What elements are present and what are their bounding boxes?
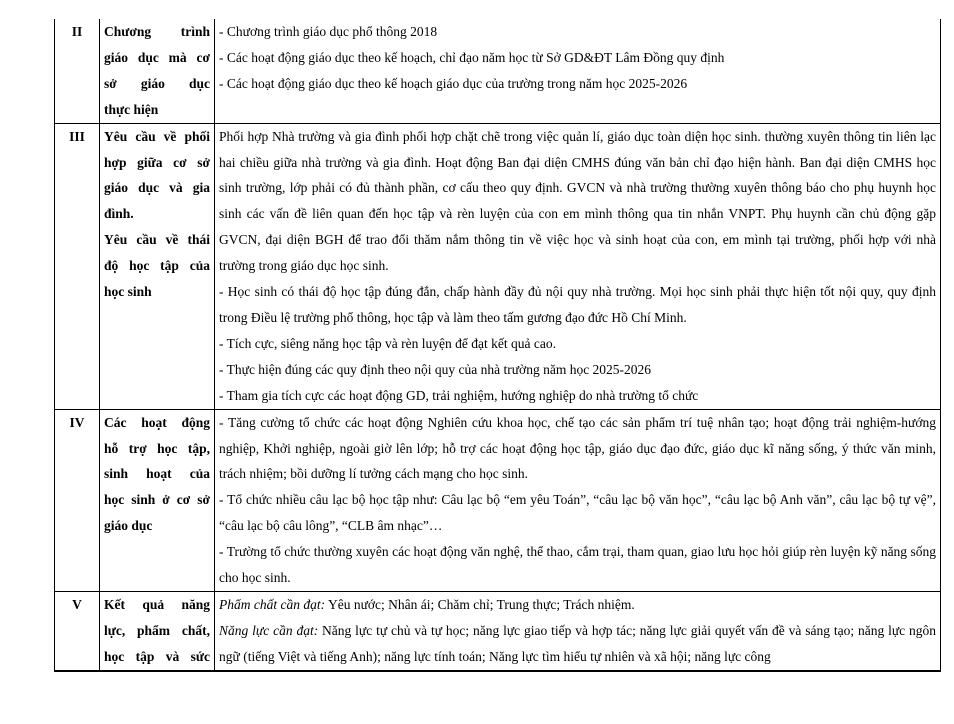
- content-paragraph: - Trường tổ chức thường xuyên các hoạt động văn nghệ, thể thao, cắm trại, tham quan, giao lưu học hỏi giúp rèn luyện kỹ năng sống cho học sinh.: [219, 544, 936, 586]
- row-title-line: đình.: [104, 206, 134, 222]
- content-paragraph: - Thực hiện đúng các quy định theo nội quy của nhà trường năm học 2025-2026: [219, 361, 652, 377]
- row-title-line: thực hiện: [104, 101, 159, 117]
- content-paragraph: - Tăng cường tổ chức các hoạt động Nghiên cứu khoa học, chế tạo các sản phẩm trí tuệ nhân tạo; hoạt động trải nghiệm-hướng nghiệp, Khởi nghiệp, ngoài giờ lên lớp; hỗ trợ các hoạt động học tập, giáo dục đạo đức, giáo dục kĩ năng sống, ý thức văn minh, trách nhiệm; bồi dưỡng lí tưởng cách mạng cho học sinh.: [219, 414, 936, 482]
- content-paragraph: - Học sinh có thái độ học tập đúng đắn, chấp hành đầy đủ nội quy nhà trường. Mọi học sinh phải thực hiện tốt nội quy, quy định trong Điều lệ trường phổ thông, học tập và làm theo tấm gương đạo đức Hồ Chí Minh.: [219, 284, 936, 325]
- row-title-line: giáo dục và gia: [104, 180, 210, 196]
- row-title-line: học sinh ở cơ sở: [104, 492, 210, 508]
- competence-text: Năng lực tự chủ và tự học; năng lực giao tiếp và hợp tác; năng lực giải quyết vấn đề và sáng tạo; năng lực ngôn ngữ (tiếng Việt và tiếng Anh); năng lực tính toán; Năng lực tìm hiểu tự nhiên và xã hội; năng lực công: [219, 622, 936, 664]
- row-number: II: [55, 19, 100, 123]
- content-paragraph: - Chương trình giáo dục phổ thông 2018: [219, 24, 438, 39]
- row-title-line: Yêu cầu về phối: [104, 128, 210, 144]
- competence-label: Năng lực cần đạt:: [219, 622, 319, 638]
- row-title: [100, 409, 215, 591]
- row-title-line: độ học tập của: [104, 258, 210, 274]
- row-title-line: Kết quả năng: [104, 596, 210, 612]
- row-number: IV: [55, 409, 100, 591]
- table-row: [55, 123, 941, 409]
- table-row: [55, 409, 941, 591]
- school-info-table: [54, 19, 941, 672]
- row-title: [100, 591, 215, 671]
- row-title-line: Yêu cầu về thái: [104, 232, 210, 248]
- row-title-line: sinh hoạt của: [104, 466, 210, 482]
- table-row: [55, 591, 941, 671]
- quality-label: Phẩm chất cần đạt:: [219, 596, 326, 612]
- row-number: III: [55, 123, 100, 409]
- content-paragraph: - Các hoạt động giáo dục theo kế hoạch giáo dục của trường trong năm học 2025-2026: [219, 75, 688, 91]
- row-title: [100, 19, 215, 123]
- row-title-line: học tập và sức: [104, 648, 210, 664]
- row-title-line: hỗ trợ học tập,: [104, 440, 210, 456]
- row-title-line: hợp giữa cơ sở: [104, 154, 210, 170]
- row-content: [215, 19, 941, 123]
- content-paragraph: - Tham gia tích cực các hoạt động GD, trải nghiệm, hướng nghiệp do nhà trường tổ chức: [219, 387, 699, 403]
- quality-paragraph: [219, 592, 936, 618]
- content-paragraph: - Tổ chức nhiều câu lạc bộ học tập như: Câu lạc bộ “em yêu Toán”, “câu lạc bộ văn học”, “câu lạc bộ Anh văn”, câu lạc bộ tự vệ”, “câu lạc bộ câu lông”, “CLB âm nhạc”…: [219, 492, 936, 534]
- content-paragraph: Phối hợp Nhà trường và gia đình phối hợp chặt chẽ trong việc quản lí, giáo dục toàn diện học sinh. thường xuyên thông tin liên lạc hai chiều giữa nhà trường và gia đình. Hoạt động Ban đại diện CMHS đúng văn bản chỉ đạo hiện hành. Ban đại diện CMHS học sinh trường, lớp phải có đủ thành phần, cơ cấu theo quy định. GVCN và nhà trường thường xuyên thông báo cho phụ huynh học sinh các vấn đề liên quan đến học tập và rèn luyện của con em mình thông qua tin nhắn VNPT. Phụ huynh cần chủ động gặp GVCN, đại diện BGH để trao đổi thăm nắm thông tin về việc học và sinh hoạt của con, em mình tại trường, phối hợp với nhà trường trong giáo dục học sinh.: [219, 128, 936, 274]
- row-title-line: lực, phẩm chất,: [104, 622, 210, 638]
- row-title-line: giáo dục mà cơ: [104, 49, 210, 65]
- table-row: [55, 19, 941, 123]
- row-content: [215, 409, 941, 591]
- row-content: [215, 123, 941, 409]
- row-title: [100, 123, 215, 409]
- row-number: V: [55, 591, 100, 671]
- row-content: [215, 591, 941, 671]
- row-title-line: giáo dục: [104, 518, 153, 534]
- row-title-line: sở giáo dục: [104, 75, 210, 91]
- content-paragraph: - Tích cực, siêng năng học tập và rèn luyện để đạt kết quả cao.: [219, 335, 556, 351]
- content-paragraph: - Các hoạt động giáo dục theo kế hoạch, chỉ đạo năm học từ Sở GD&ĐT Lâm Đồng quy định: [219, 49, 725, 65]
- row-title-line: Các hoạt động: [104, 414, 210, 430]
- row-title-line: Chương trình: [104, 24, 210, 39]
- row-title-line: học sinh: [104, 284, 152, 300]
- quality-text: Yêu nước; Nhân ái; Chăm chỉ; Trung thực; Trách nhiệm.: [325, 596, 635, 612]
- competence-paragraph: [219, 618, 936, 669]
